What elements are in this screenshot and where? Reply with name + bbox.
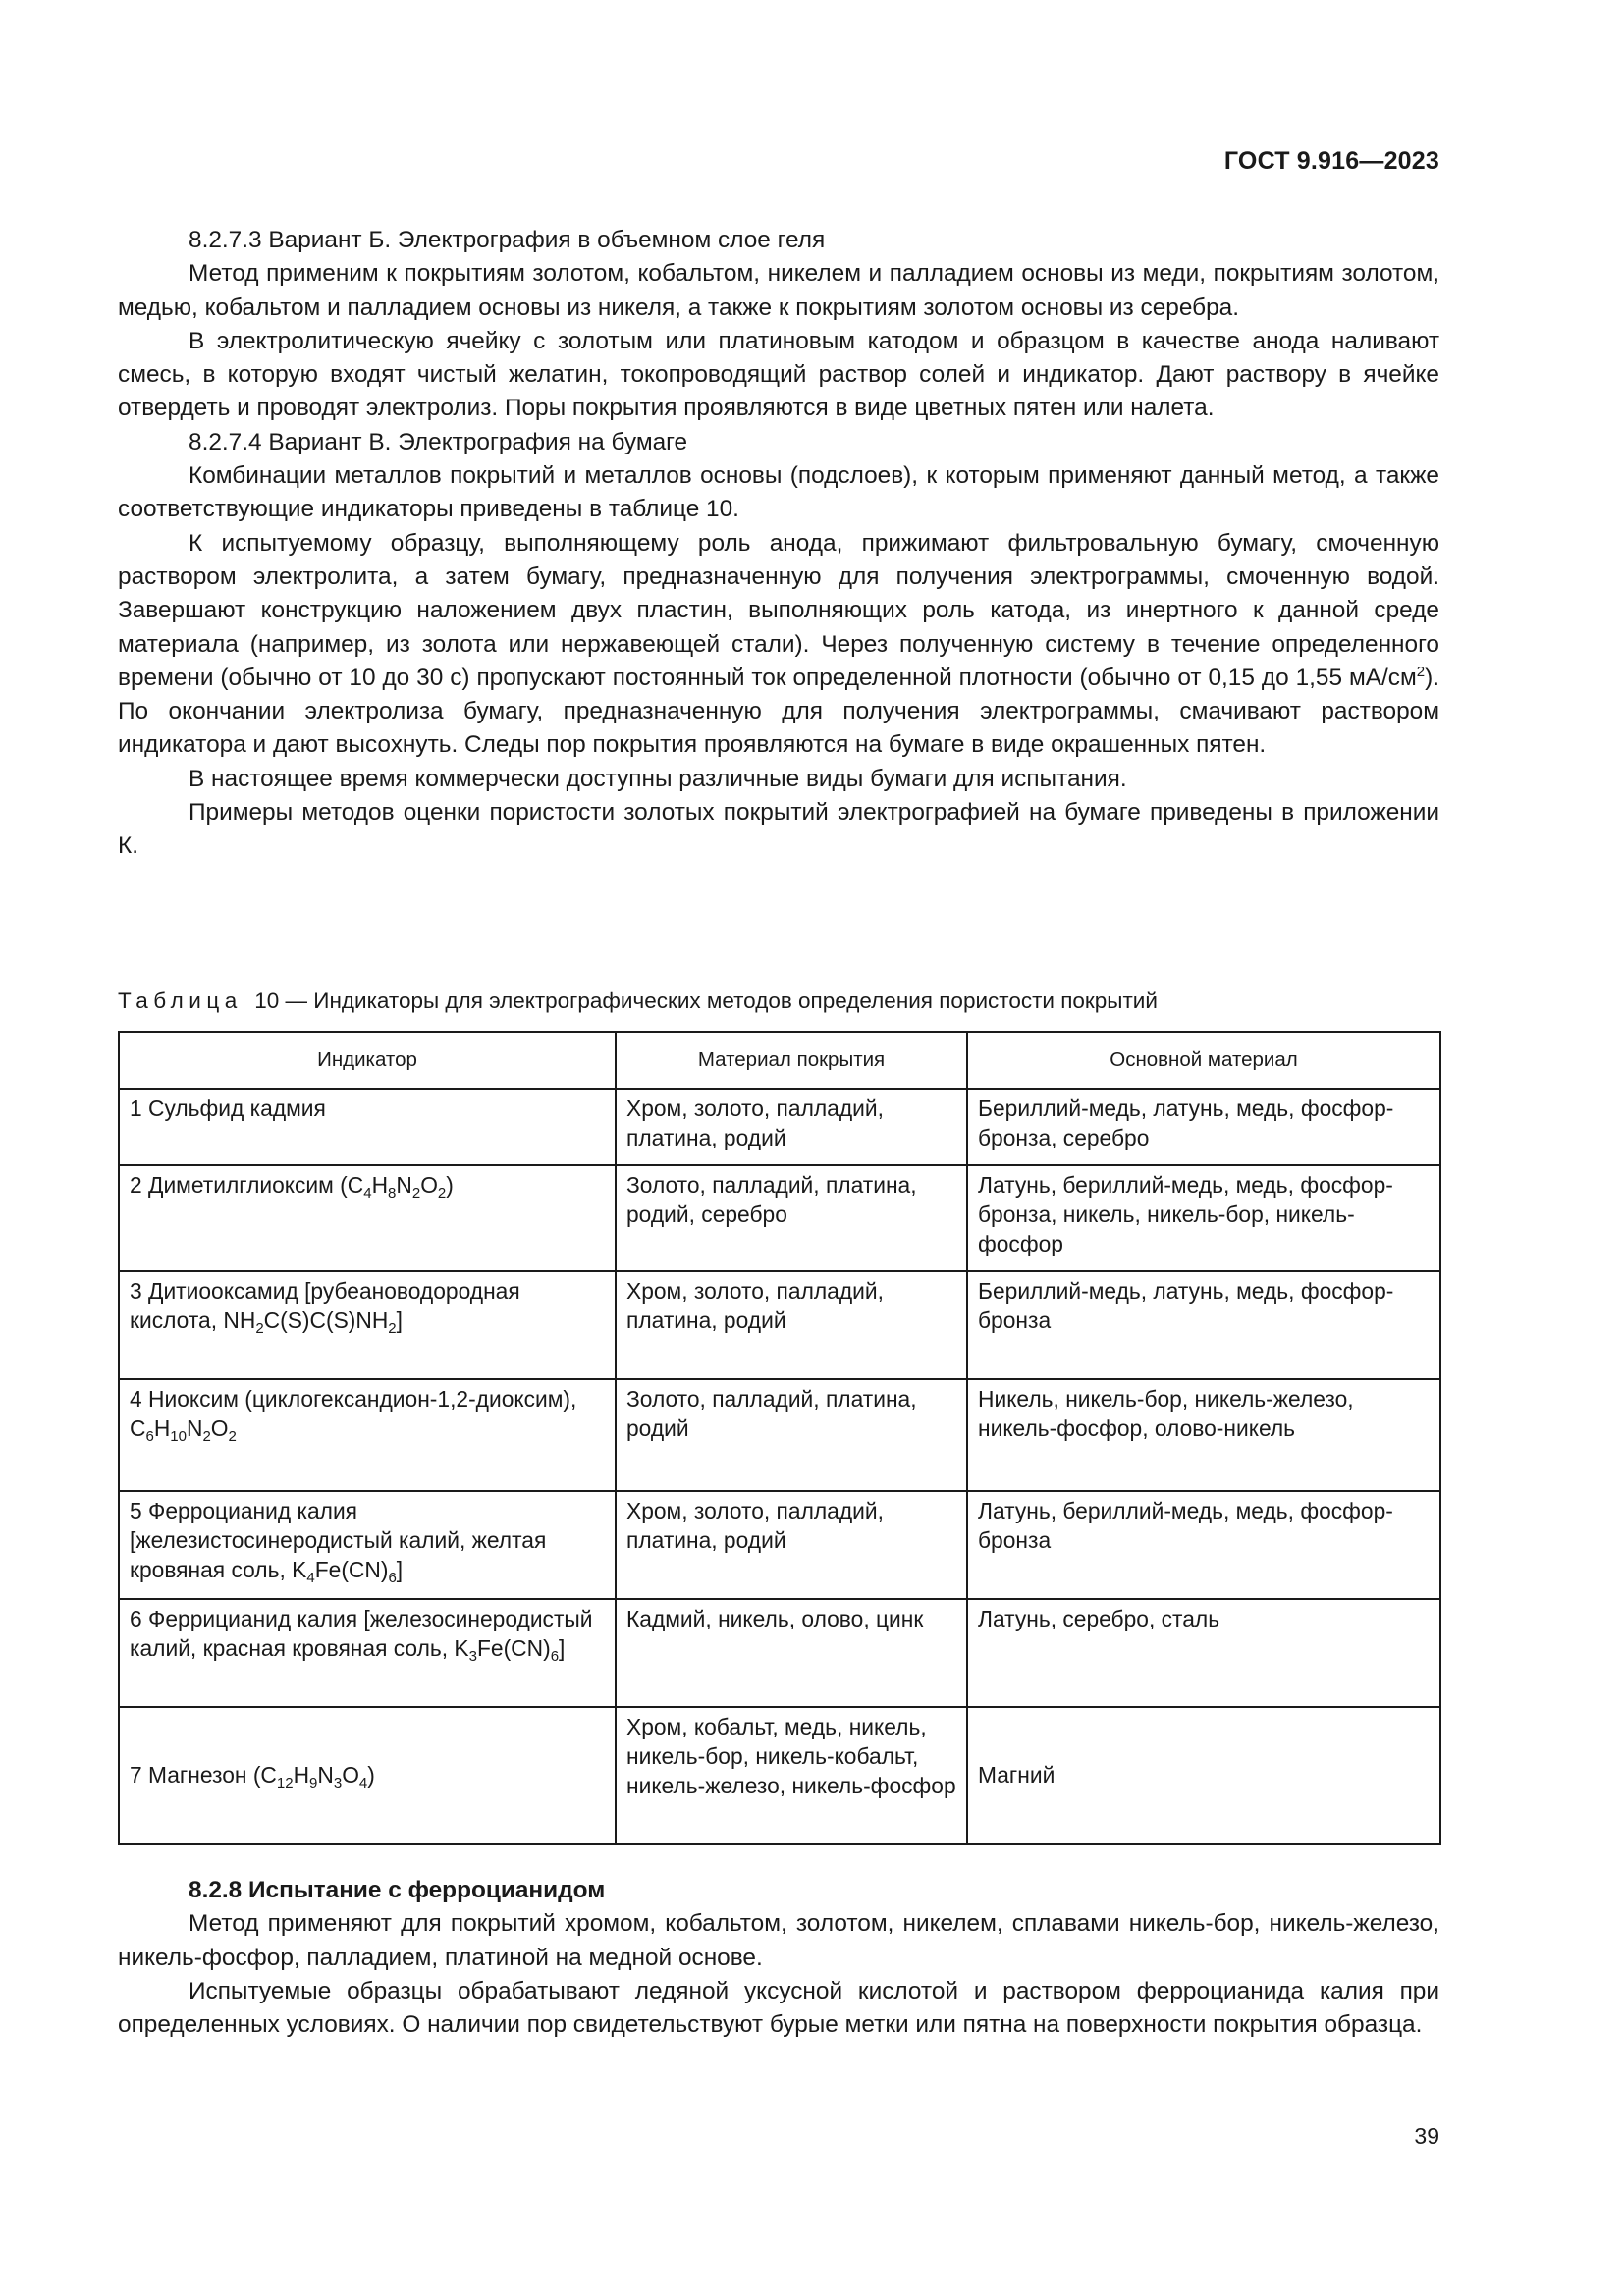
table-row [119,1379,1440,1491]
section-8-2-8-title: 8.2.8 Испытание с ферроцианидом [189,1877,606,1903]
coating-cell: Хром, кобальт, медь, никель, никель-бор, никель-кобальт, никель-железо, никель-фосфор [616,1707,967,1844]
paragraph [118,527,1439,763]
document-code: ГОСТ 9.916—2023 [1223,147,1439,175]
section-8-2-7-4-title: 8.2.7.4 Вариант В. Электрография на бумаге [189,428,688,455]
indicator-cell: 7 Магнезон $(C_{12}H_9N_3O_4)$ [119,1707,616,1844]
indicator-cell: 2 Диметилглиоксим $(C_4H_8N_2O_2)$ [119,1165,616,1271]
table-row [119,1089,1440,1165]
coating-cell: Хром, золото, палладий, платина, родий [616,1089,967,1165]
base-cell: Никель, никель-бор, никель-железо, никель-фосфор, олово-никель [967,1379,1440,1491]
paragraph: Метод применим к покрытиям золотом, кобальтом, никелем и палладием основы из меди, покрытиям золотом, медью, кобальтом и палладием основы из никеля, а также к покрытиям золотом основы из серебра. [118,260,1439,321]
paragraph: Испытуемые образцы обрабатывают ледяной уксусной кислотой и раствором ферроцианида калия при определенных условиях. О наличии пор свидетельствуют бурые метки или пятна на поверхности покрытия образца. [118,1977,1439,2039]
table-header-row [119,1032,1440,1089]
paragraph-text: ). По окончании электролиза бумагу, предназначенную для получения электрограммы, смачивают раствором индикатора и дают высохнуть. Следы пор покрытия проявляются на бумаге в виде окрашенных пятен. [118,664,1439,759]
indicator-cell: 5 Ферроцианид калия [железистосинеродистый калий, желтая кровяная соль, $K_4Fe(CN)_6$] [119,1491,616,1599]
body-text [118,224,1439,864]
table-row [119,1165,1440,1271]
base-cell: Латунь, бериллий-медь, медь, фосфор-бронза [967,1491,1440,1599]
indicator-cell: 6 Феррицианид калия [железосинеродистый калий, красная кровяная соль, $K_3Fe(CN)_6$] [119,1599,616,1707]
indicators-table [118,1031,1441,1845]
base-cell: Магний [967,1707,1440,1844]
table-row [119,1707,1440,1844]
document-page [118,0,1439,2296]
paragraph: Примеры методов оценки пористости золотых покрытий электрографией на бумаге приведены в приложении К. [118,799,1439,860]
coating-cell: Кадмий, никель, олово, цинк [616,1599,967,1707]
column-header-base: Основной материал [967,1032,1440,1089]
table-caption-label: Таблица [118,988,243,1013]
superscript: 2 [1416,663,1426,680]
base-cell: Бериллий-медь, латунь, медь, фосфор-бронза [967,1271,1440,1379]
indicator-cell: 4 Ниоксим (циклогександион-1,2-диоксим), $C_6H_{10}N_2O_2$ [119,1379,616,1491]
section-8-2-8 [118,1874,1439,2042]
indicator-cell: 3 Дитиооксамид [рубеановодородная кислота, $NH_2C(S)C(S)NH_2$] [119,1271,616,1379]
coating-cell: Хром, золото, палладий, платина, родий [616,1491,967,1599]
coating-cell: Золото, палладий, платина, родий, серебро [616,1165,967,1271]
paragraph: Комбинации металлов покрытий и металлов основы (подслоев), к которым применяют данный метод, а также соответствующие индикаторы приведены в таблице 10. [118,462,1439,523]
paragraph: В электролитическую ячейку с золотым или платиновым катодом и образцом в качестве анода наливают смесь, в которую входят чистый желатин, токопроводящий раствор солей и индикатор. Дают раствору в ячейке отвердеть и проводят электролиз. Поры покрытия проявляются в виде цветных пятен или налета. [118,327,1439,422]
page-number: 39 [1414,2123,1439,2149]
base-cell: Латунь, серебро, сталь [967,1599,1440,1707]
paragraph: Метод применяют для покрытий хромом, кобальтом, золотом, никелем, сплавами никель-бор, никель-железо, никель-фосфор, палладием, платиной на медной основе. [118,1910,1439,1971]
paragraph: В настоящее время коммерчески доступны различные виды бумаги для испытания. [189,765,1127,792]
column-header-indicator: Индикатор [119,1032,616,1089]
section-8-2-7-3-title: 8.2.7.3 Вариант Б. Электрография в объемном слое геля [189,227,826,253]
coating-cell: Хром, золото, палладий, платина, родий [616,1271,967,1379]
table-row [119,1491,1440,1599]
table-caption [118,987,1158,1016]
paragraph-text: К испытуемому образцу, выполняющему роль анода, прижимают фильтровальную бумагу, смоченную раствором электролита, а затем бумагу, предназначенную для получения электрограммы, смоченную водой. Завершают конструкцию наложением двух пластин, выполняющих роль катода, из инертного к данной среде материала (например, из золота или нержавеющей стали). Через полученную систему в течение определенного времени (обычно от 10 до 30 с) пропускают постоянный ток определенной плотности (обычно от 0,15 до 1,55 мА/см [118,529,1439,691]
indicator-cell: 1 Сульфид кадмия [119,1089,616,1165]
column-header-coating: Материал покрытия [616,1032,967,1089]
table-row [119,1271,1440,1379]
table-caption-text: 10 — Индикаторы для электрографических методов определения пористости покрытий [254,988,1158,1013]
table-row [119,1599,1440,1707]
base-cell: Бериллий-медь, латунь, медь, фосфор-бронза, серебро [967,1089,1440,1165]
coating-cell: Золото, палладий, платина, родий [616,1379,967,1491]
base-cell: Латунь, бериллий-медь, медь, фосфор-бронза, никель, никель-бор, никель-фосфор [967,1165,1440,1271]
